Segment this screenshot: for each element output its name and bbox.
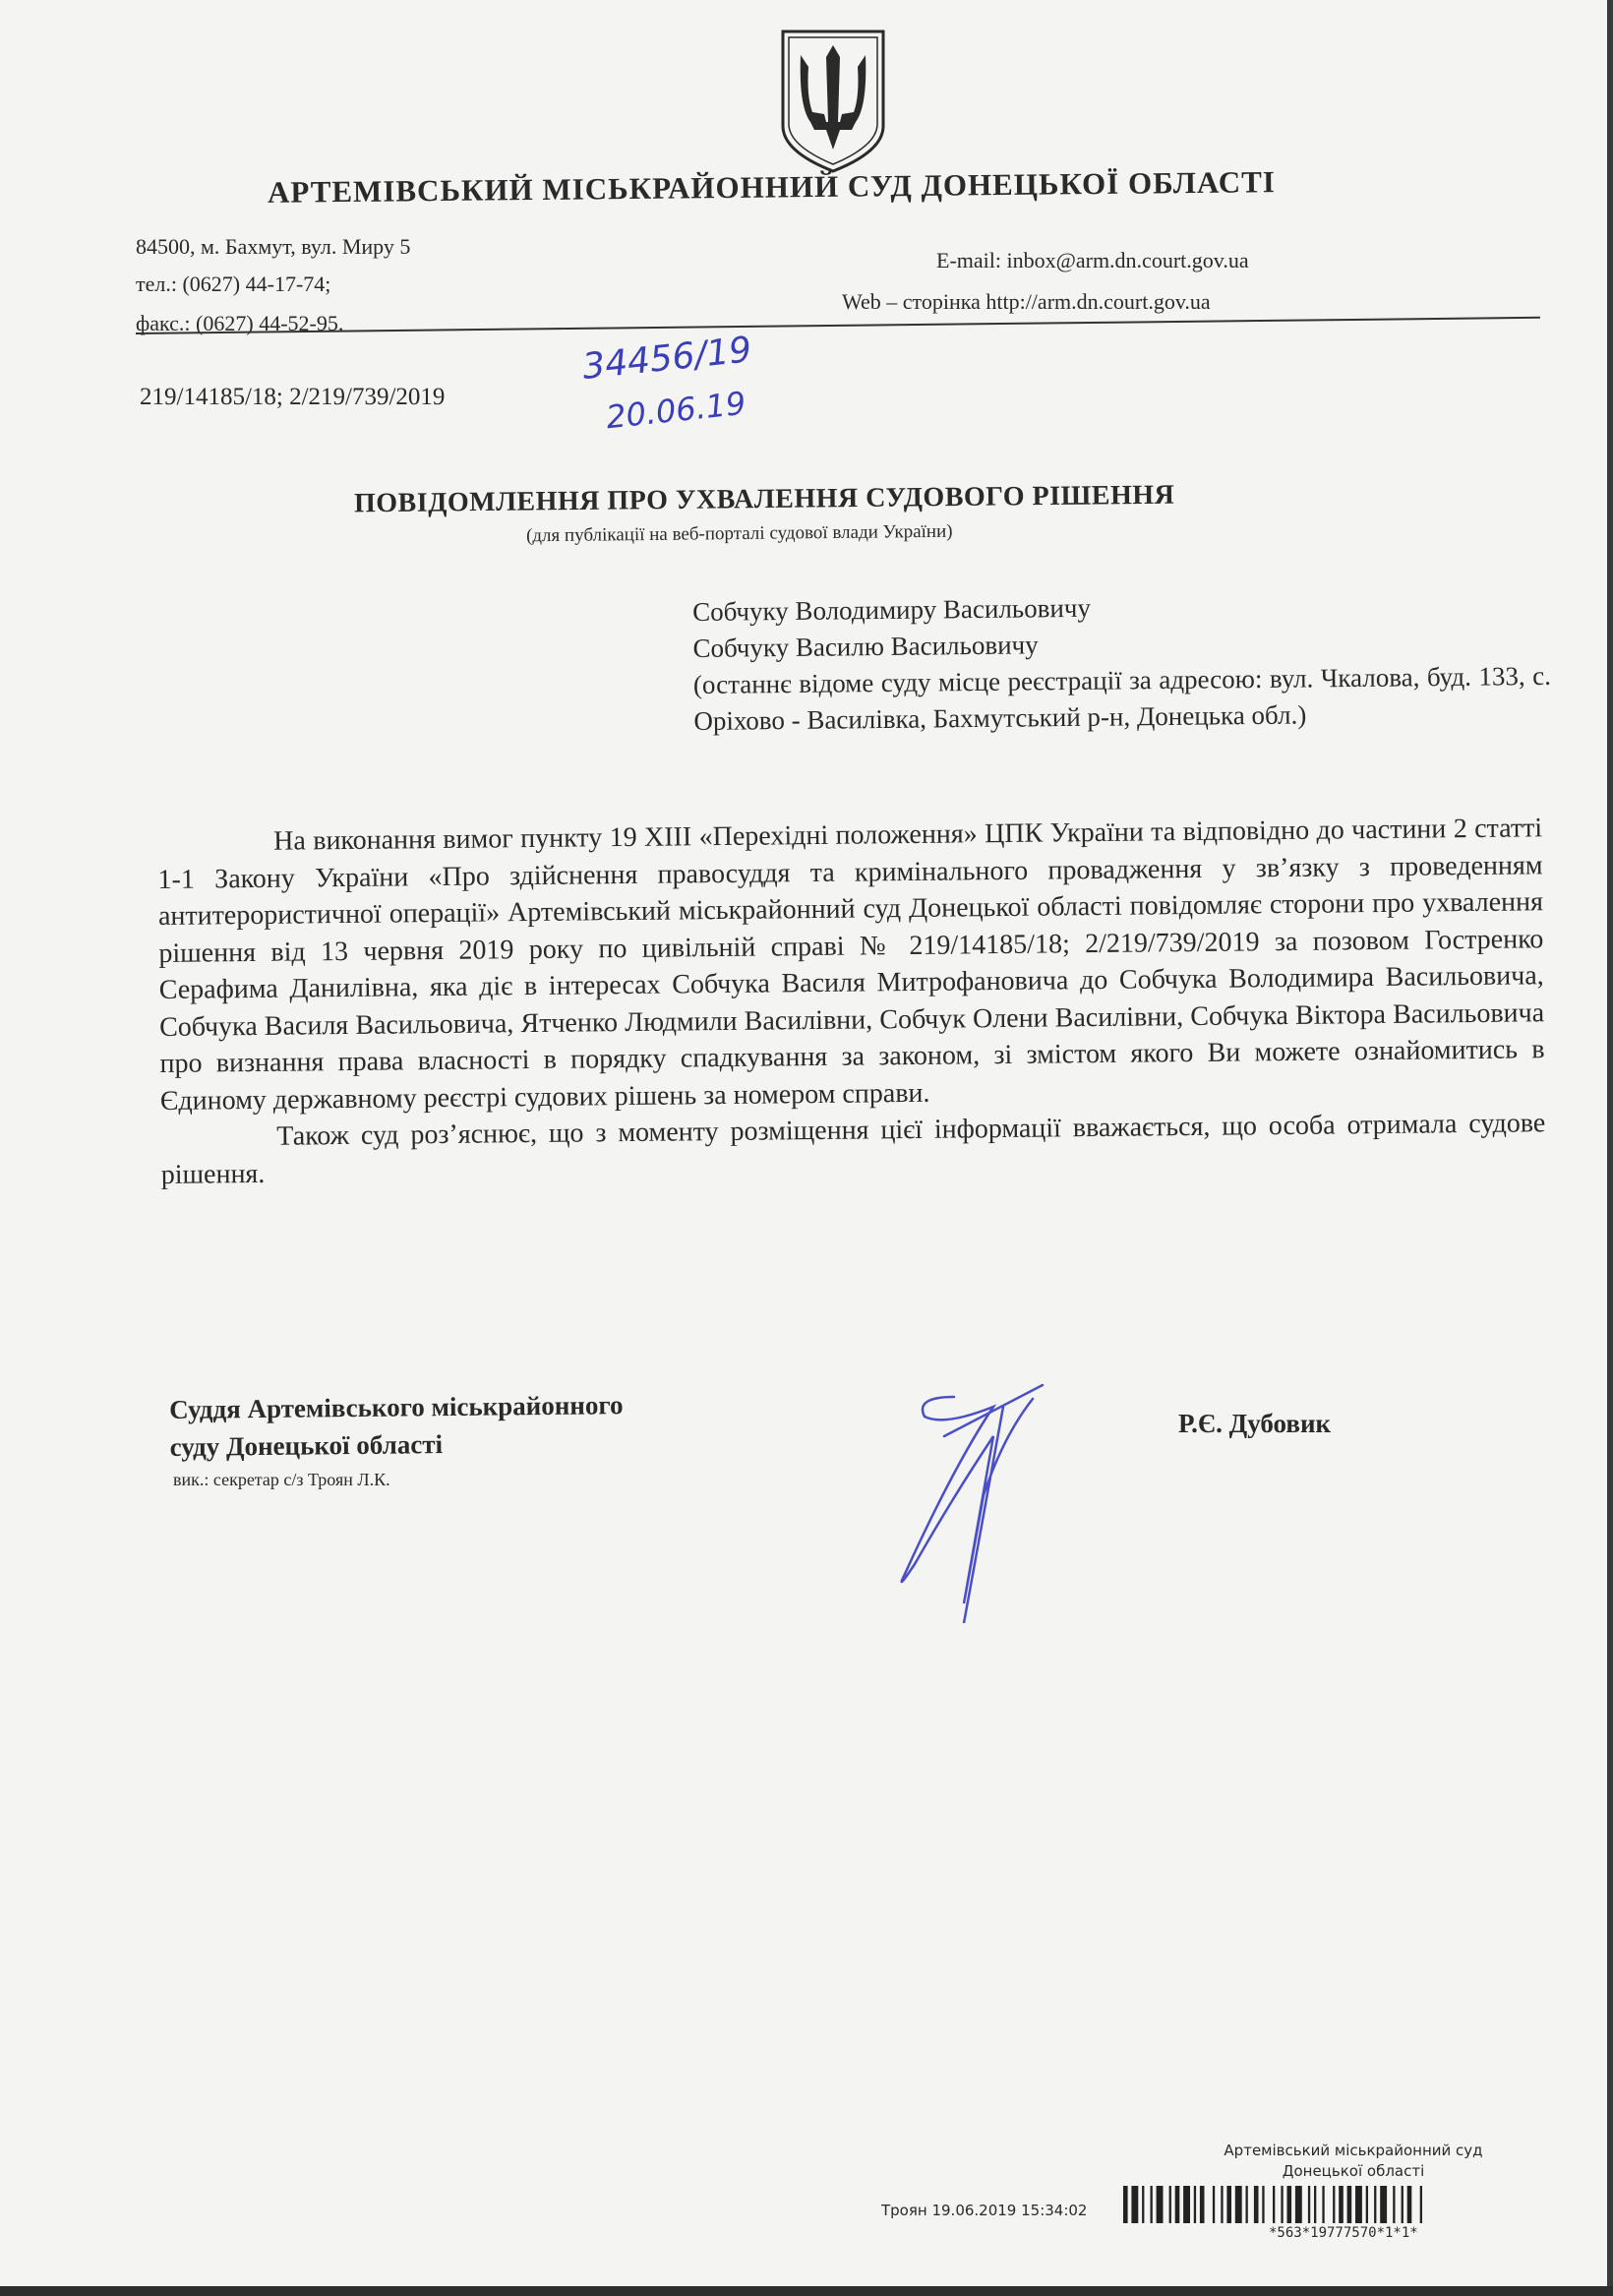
judge-title-line: Суддя Артемівського міськрайонного (169, 1390, 624, 1424)
header-divider (136, 317, 1540, 334)
court-address: 84500, м. Бахмут, вул. Миру 5 (136, 234, 411, 259)
judge-title (169, 1386, 624, 1466)
court-name: АРТЕМІВСЬКИЙ МІСЬКРАЙОННИЙ СУД ДОНЕЦЬКОЇ ОБЛАСТІ (267, 164, 1277, 210)
scan-edge (0, 2286, 1613, 2296)
stamp-court-line: Донецької області (1282, 2162, 1425, 2180)
document-title: ПОВІДОМЛЕННЯ ПРО УХВАЛЕННЯ СУДОВОГО РІШЕННЯ (353, 479, 1175, 519)
body-paragraph: Також суд роз’яснює, що з моменту розміщення цієї інформації вважається, що особа отримала судове рішення. (160, 1108, 1546, 1190)
addressee-address-note: (останнє відоме суду місце реєстрації за адресою: вул. Чкалова, буд. 133, с. Оріхово - Василівка, Бахмутський р-н, Донецька обл.) (692, 660, 1552, 736)
addressee-line: Собчуку Василю Васильовичу (692, 630, 1039, 663)
trident-emblem-icon (775, 28, 891, 175)
court-fax: факс.: (0627) 44-52-95. (136, 311, 344, 335)
barcode-icon (1123, 2184, 1591, 2225)
judge-name: Р.Є. Дубовик (1178, 1409, 1332, 1438)
court-website: Web – сторінка http://arm.dn.court.gov.ua (842, 289, 1211, 314)
addressee-block (692, 585, 1552, 740)
handwritten-date: 20.06.19 (604, 384, 748, 437)
handwritten-signature-icon (885, 1377, 1082, 1623)
judge-title-line: суду Донецької області (169, 1429, 444, 1462)
scan-edge (1607, 0, 1613, 2296)
document-subtitle: (для публікації на веб-порталі судової влади України) (525, 520, 953, 547)
court-email: E-mail: inbox@arm.dn.court.gov.ua (936, 248, 1249, 272)
stamp-court-line: Артемівський міськрайонний суд (1224, 2142, 1483, 2159)
registration-timestamp: Троян 19.06.2019 15:34:02 (881, 2202, 1088, 2219)
executor-note: вик.: секретар с/з Троян Л.К. (173, 1470, 390, 1489)
barcode-number: *563*19777570*1*1* (1269, 2225, 1418, 2241)
body-paragraph: На виконання вимог пункту 19 XIII «Перехідні положення» ЦПК України та відповідно до частини 2 статті 1-1 Закону України «Про здійснення правосуддя та кримінального провадження у зв’язку з проведенням антитерористичної операції» Артемівський міськрайонний суд Донецької області повідомляє сторони про ухвалення рішення від 13 червня 2019 року по цивільній справі № 219/14185/18; 2/219/739/2019 за позовом Гостренко Серафима Данилівна, яка діє в інтересах Собчука Василя Митрофановича до Собчука Володимира Васильовича, Собчука Василя Васильовича, Ятченко Людмили Василівни, Собчук Олени Василівни, Собчука Віктора Васильовича про визнання права власності в порядку спадкування за законом, зі змістом якого Ви можете ознайомитись в Єдиному державному реєстрі судових рішень за номером справи. (157, 813, 1545, 1117)
handwritten-incoming-number: 34456/19 (580, 330, 754, 388)
addressee-line: Собчуку Володимиру Васильовичу (692, 592, 1092, 627)
registration-stamp (1216, 2141, 1491, 2182)
case-number: 219/14185/18; 2/219/739/2019 (140, 384, 446, 410)
court-phone: тел.: (0627) 44-17-74; (136, 272, 331, 296)
notice-body (157, 810, 1546, 1193)
